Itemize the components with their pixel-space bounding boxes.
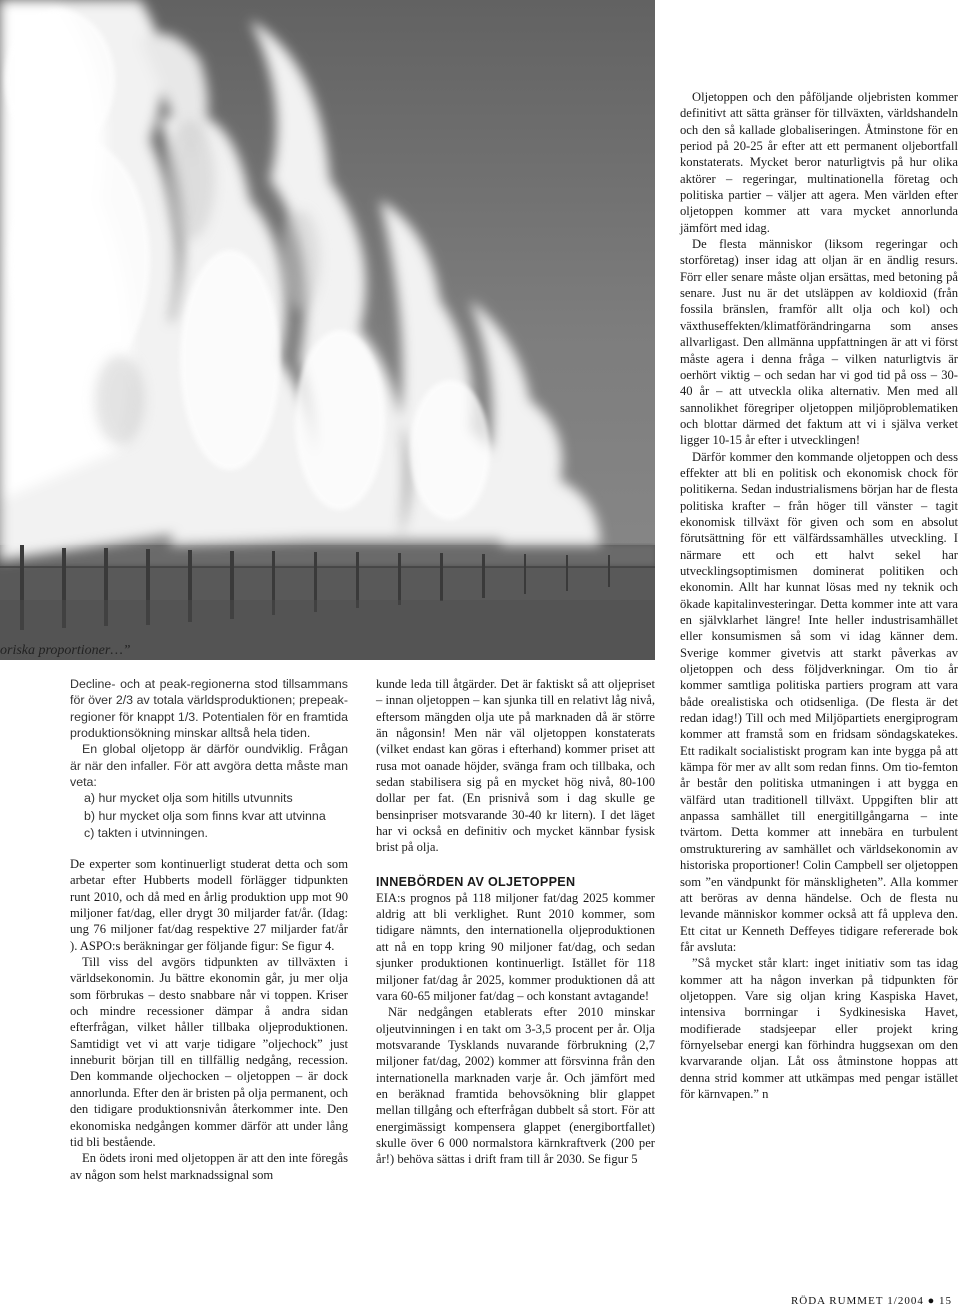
paragraph: kunde leda till åtgärder. Det är faktiskt så att oljepriset – innan oljetoppen – kan sjunka till en relativt låg nivå, eftersom mängden olja ute på marknaden då är större än någonsin! Men när väl oljetoppen konstaterats (vilket endast kan göras i efterhand) kommer priset att rusa mot oanade höjder, svänga fram och tillbaka, och sedan stabilisera sig på en mycket hög nivå, 80-100 dollar per fat. (En prisnivå som i dag skulle ge bensinpriser motsvarande 30-40 kr litern). I det läget har vi också en definitiv och mycket kännbar fysisk brist på olja. (376, 677, 655, 855)
section-heading: INNEBÖRDEN AV OLJETOPPEN (376, 874, 576, 889)
bullet-icon: ● (927, 1295, 936, 1307)
issue-number: 1/2004 (887, 1295, 924, 1307)
list (84, 790, 348, 842)
photo-caption: oriska proportioner…” (0, 643, 131, 658)
paragraph: Oljetoppen och den påföljande oljebristen kommer definitivt att sätta gränser för tillväxten, världshandeln och den så kallade globaliseringen. Åtminstone för en period på 20-25 år efter att ett permanent oljebortfall konstaterats. Mycket beror naturligtvis på hur olika aktörer – regeringar, multinationella företag och politiska partier – väljer att agera. Men världen efter oljetoppen kommer att vara mycket annorlunda jämfört med idag. (680, 90, 958, 235)
magazine-name: RÖDA RUMMET (790, 1295, 884, 1307)
list-item: c) takten i utvinningen. (84, 825, 208, 840)
paragraph: När nedgången etablerats efter 2010 minskar oljeutvinningen i en takt om 3-3,5 procent per år. Olja motsvarande Tysklands nuvarande förbrukning (2,7 miljoner fat/dag, 2002) kommer att försvinna från den internationella marknaden varje år. Och jämfört med en beräknad framtida behovsökning blir glappet mellan tillgång och efterfrågan dubbelt så stort. För att energimässigt kompensera glappet (energibortfallet) skulle över 6 000 normalstora kärnkraftverk (200 per år!) behöva sättas i drift fram till år 2030. Se figur 5 (376, 1005, 655, 1167)
oil-fire-photo (0, 0, 655, 660)
list-item: b) hur mycket olja som finns kvar att utvinna (84, 808, 326, 823)
intro-section (70, 676, 348, 842)
quote: ”Så mycket står klart: inget initiativ som tas idag kommer att ha någon inverkan på tidpunkten för oljetoppen. Vare sig oljan kring Kaspiska Havet, intensiva borrningar i Sydkinesiska Havet, modifierade stadsjeepar eller projekt kring förnyelsebar energi kan förhindra huggsexan om den kvarvarande oljan. Låt oss åtminstone hoppas att denna strid kommer att utkämpas med pengar istället för kärnvapen.” n (680, 956, 958, 1101)
paragraph: Därför kommer den kommande oljetoppen och dess effekter att bli en politisk och ekonomisk chock för politikerna. Sedan industrialismens början har de flesta politiska krafter – från höger till vänster – tagit ekonomisk tillväxt för given och som en absolut förutsättning för ett välfärdssamhälles utveckling. I närmare ett och ett halvt sekel har utvecklingsoptimismen dominerat politiken och ekonomin. Allt har kunnat lösas med ny teknik och ökade kapitalinvesteringar. Detta kommer inte att vara en självklarhet längre! Inte heller industrisamhället eller konsumismen så som vi idag känner dem. Sverige kommer givetvis att starkt påverkas av oljetoppen och dess följdverkningar. Om tio år kommer samtliga politiska partiers program att vara både orealistiska och otidsenliga. (De flesta är det redan idag!) Till och med Miljöpartiets energiprogram kommer att framstå som en fridsam söndagskatekes. Ett radikalt socialistiskt program kan inte bygga på att kämpa för mer av allt som redan finns. Om tio-femton år består den politiska utmaningen i att bygga en välfärd utan traditionell tillväxt. Uppgiften blir att anpassa samhället till energitillgångarna – inte tvärtom. Detta kommer att innebära en turbulent omstrukturering av samhället och världsekonomin av historiska proportioner! Colin Campbell ser oljetoppen som ”en vändpunkt för mänskligheten”. Alla kommer att beröras av denna händelse. Och de flesta nu levande människor kommer också att få uppleva den. Ett citat ur Kenneth Deffeyes tidigare refererade bok får avsluta: (680, 449, 958, 954)
paragraph: De experter som kontinuerligt studerat detta och som arbetar efter Hubberts modell förlägger tidpunkten runt 2010, och då med en årlig produktion upp mot 90 miljoner fat/dag, eller drygt 30 miljarder fat/år. (Idag: ung 76 miljoner fat/dag respektive 27 miljarder fat/år ). ASPO:s beräkningar ger följande figur: Se figur 4. (70, 857, 348, 953)
column-2 (376, 676, 655, 1168)
oil-fire-illustration (0, 0, 655, 660)
list-item: a) hur mycket olja som hitills utvunnits (84, 791, 293, 806)
page-footer (791, 1295, 952, 1307)
paragraph: En global oljetopp är därför oundviklig. Frågan är när den infaller. För att avgöra detta måste man veta: (70, 742, 348, 790)
paragraph: Till viss del avgörs tidpunkten av tillväxten i världsekonomin. Ju bättre ekonomin går, ju mer olja som förbrukas – desto snabbare når vi toppen. Kriser och mindre recessioner dämpar å andra sidan efterfrågan, vilket håller tillbaka oljeproduktionen. Samtidigt vet vi att varje tidigare ”oljechock” just inneburit början till en tillfällig nedgång, recession. Den kommande oljechocken – oljetoppen – är dock annorlunda. Efter den är bristen på olja permanent, och den tidigare produktionsnivån återkommer inte. Den ekonomiska nedgången kommer därför att under lång tid bli bestående. (70, 955, 348, 1149)
column-1 (70, 676, 348, 1183)
paragraph: De flesta människor (liksom regeringar och storföretag) inser idag att oljan är en ändlig resurs. Förr eller senare måste oljan ersättas, med betoning på senare. Just nu är det utsläppen av koldioxid (från fossila bränslen, framför allt olja och kol) och växthuseffekten/klimatförändringarna som anses allvarligast. Den allmänna uppfattningen är att vi först måste agera i denna fråga – vilken naturligtvis är oerhört viktig – och sedan har vi god tid på oss – 30-40 år – att utveckla olika alternativ. Men med all sannolikhet föregriper oljetoppen miljöproblematiken och blottar därmed det faktum att vi i själva verket ligger 10-15 år efter i utvecklingen! (680, 237, 958, 448)
page-number: 15 (939, 1295, 952, 1307)
column-3 (680, 89, 958, 1102)
paragraph: En ödets ironi med oljetoppen är att den inte föregås av någon som helst marknadssignal som (70, 1151, 348, 1182)
paragraph: Decline- och at peak-regionerna stod tillsammans för över 2/3 av totala världsproduktionen; prepeak-regioner för knappt 1/3. Potentialen för en framtida produktionsökning minskar alltså hela tiden. (70, 677, 348, 741)
paragraph: EIA:s prognos på 118 miljoner fat/dag 2025 kommer aldrig att bli verklighet. Runt 2010 kommer, som tidigare nämnts, den internationella oljeproduktionen att nå en topp kring 90 miljoner fat/dag, och sedan sjunker produktionen kontinuerligt. Istället för 118 miljoner fat/dag år 2025, kommer produktionen då att vara 60-65 miljoner fat/dag – och konstant avtagande! (376, 890, 655, 1003)
